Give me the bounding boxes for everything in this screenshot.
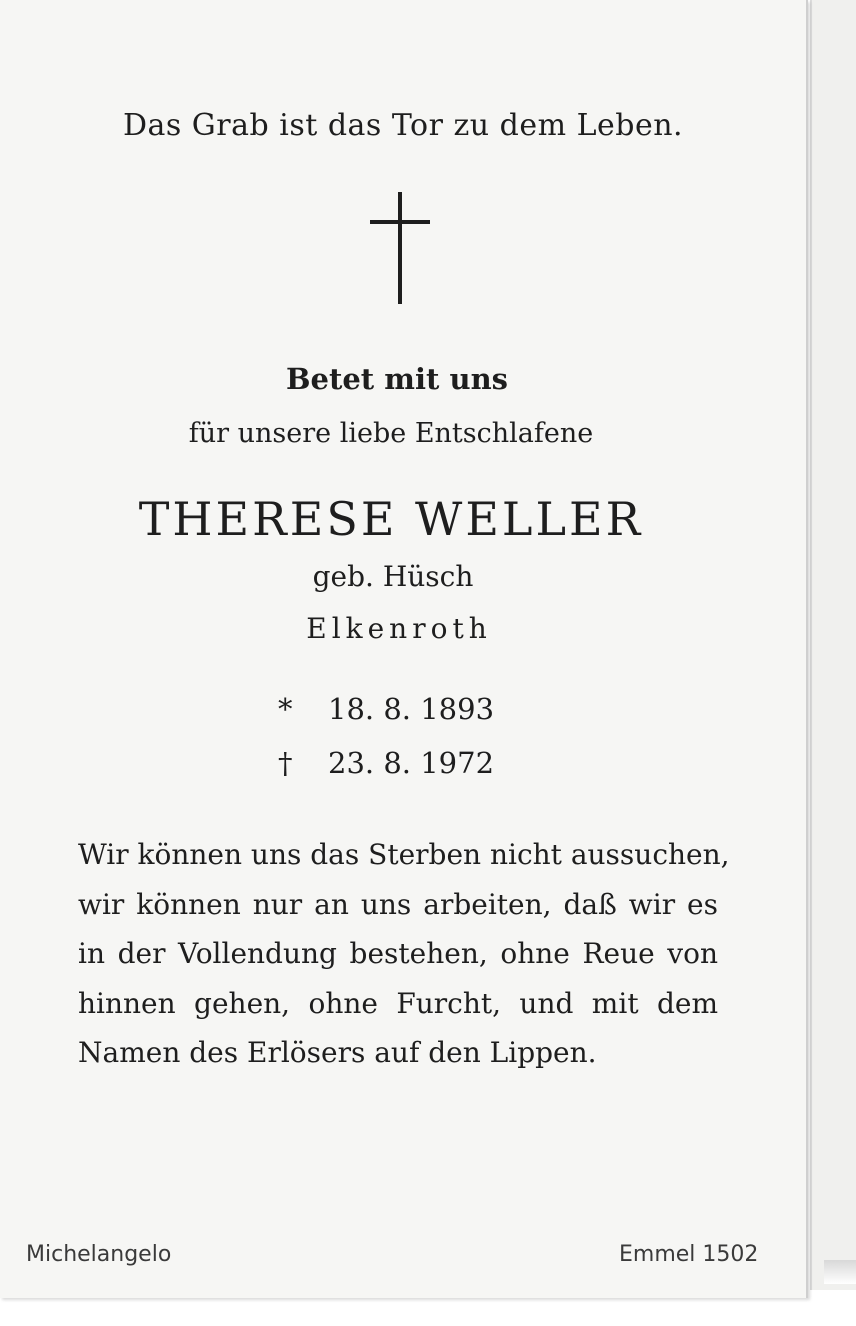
death-date: 23. 8. 1972 (328, 746, 495, 780)
publisher-number: Emmel 1502 (619, 1242, 759, 1267)
death-date-row (278, 746, 494, 780)
birth-date-row (278, 692, 494, 726)
adjacent-card-shadow (824, 1260, 856, 1284)
prayer-subline: für unsere liebe Entschlafene (188, 418, 594, 449)
adjacent-card-edge (810, 0, 856, 1290)
memorial-quote (78, 830, 730, 1078)
quote-line: hinnen gehen, ohne Furcht, und mit dem (78, 986, 718, 1020)
cross-horizontal-bar (370, 220, 430, 224)
cross-icon (370, 192, 430, 304)
cross-vertical-bar (398, 192, 402, 304)
prayer-heading: Betet mit uns (286, 362, 508, 396)
quote-line: Wir können uns das Sterben nicht aussuchen, (78, 838, 730, 871)
image-credit: Michelangelo (26, 1242, 172, 1267)
quote-line: Namen des Erlösers auf den Lippen. (78, 1036, 597, 1069)
quote-line: in der Vollendung bestehen, ohne Reue von (78, 937, 718, 970)
birth-asterisk-icon: * (278, 692, 293, 726)
quote-line: wir können nur an uns arbeiten, daß wir es (78, 887, 718, 921)
maiden-name: geb. Hüsch (312, 560, 474, 593)
motto-text: Das Grab ist das Tor zu dem Leben. (122, 108, 684, 143)
death-dagger-icon: † (278, 746, 293, 780)
birth-date: 18. 8. 1893 (328, 692, 495, 726)
deceased-name: THERESE WELLER (138, 492, 644, 546)
hometown: Elkenroth (306, 612, 492, 645)
